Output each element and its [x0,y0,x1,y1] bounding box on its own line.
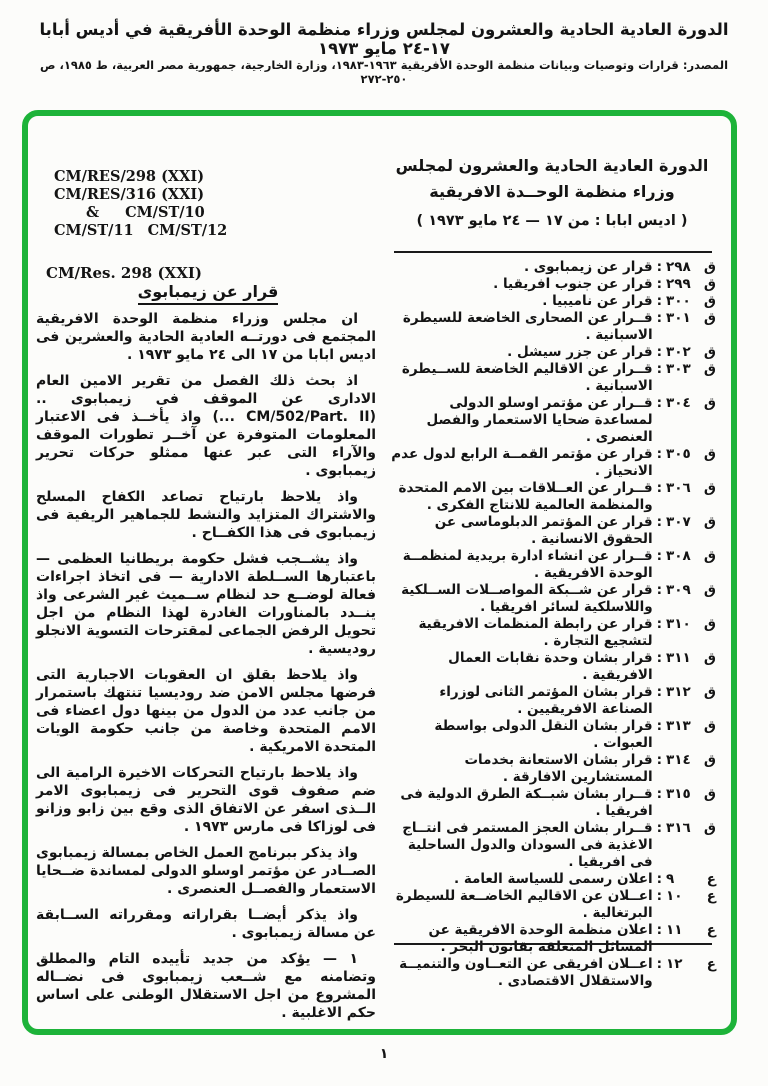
toc-item-letter: ق [703,786,716,802]
toc-item-text: قرار عن مؤتمر القمــة الرابع لدول عدم الانحياز . [391,446,653,479]
toc-item-text: قــرار بشان العجز المستمر فى انتــاج الاغذية فى السودان والدول الساحلية فى افريقيا . [402,820,653,870]
resolution-references [54,168,227,240]
ref-line-2: CM/RES/316 (XXI) [54,186,205,203]
resolution-number: CM/Res. 298 (XXI) [46,264,202,282]
toc-item-letter: ق [703,276,716,292]
toc-item [390,718,716,752]
toc-item-label [666,752,716,769]
toc-item-number: ٣٠٣ [666,361,691,377]
toc-item-number: ٣١٠ [666,616,691,632]
toc-item-label [666,616,716,633]
toc-item-label [666,684,716,701]
resolutions-toc [390,259,716,990]
toc-item-colon: : [656,820,662,836]
toc-item-colon: : [656,956,662,972]
resolution-paragraph: واذ يشــجب فشل حكومة بريطانيا العظمى — باعتبارها الســلطة الادارية — فى اتخاذ اجراءات فعالة لوضــع حد لنظام ســميث غير الشرعى واذ ينــدد بالمناورات الغادرة لهذا النظام من اجل تحويل الرفض الجماعى لمقترحات التسوية الانجلو روديسية . [36,551,376,657]
toc-item [390,650,716,684]
toc-item-label [666,344,716,361]
toc-item-label [666,361,716,378]
toc-item-text: اعلان رسمى للسياسة العامة . [453,871,653,887]
toc-item-letter: ق [703,395,716,411]
toc-item [390,276,716,293]
toc-item [390,259,716,276]
resolution-paragraph: واذ يلاحظ بارتياح التحركات الاخيرة الرامية الى ضم صفوف قوى التحرير فى زيمبابوى الامر الــذى اسفر عن الاتفاق الذى وقع بين زابو وزانو فى لوزاكا فى مارس ١٩٧٣ . [36,765,376,835]
toc-item-colon: : [656,922,662,938]
toc-item-number: ٣١٤ [666,752,691,768]
toc-item [390,395,716,446]
toc-item [390,446,716,480]
toc-item-colon: : [656,871,662,887]
toc-item-label [666,718,716,735]
toc-item-colon: : [656,293,662,309]
toc-item-letter: ع [706,888,716,904]
toc-item-colon: : [656,480,662,496]
toc-item-text: قــرار عن الاقاليم الخاضعة للســيطرة الاسبانية . [401,361,653,394]
resolution-title: قرار عن زيمبابوى [83,282,333,301]
toc-item [390,514,716,548]
resolution-paragraph: اذ بحث ذلك الفصل من تقرير الامين العام الادارى عن الموقف فى زيمبابوى .. (CM/502/Part. II ...) واذ يأخــذ فى الاعتبار المعلومات المتوفرة عن آخــر تطورات الموقف والآراء التى عبر عنها ممثلو حركات تحرير زيمبابوى . [36,373,376,479]
toc-item-letter: ق [703,718,716,734]
toc-item-text: قــرار عن العــلاقات بين الامم المتحدة والمنظمة العالمية للانتاج الفكرى . [398,480,653,513]
toc-item-colon: : [656,752,662,768]
toc-item-label [666,582,716,599]
resolution-paragraph: ان مجلس وزراء منظمة الوحدة الافريقية المجتمع فى دورتــه العادية الحادية والعشرين فى اديس ابابا من ١٧ الى ٢٤ مايو ١٩٧٣ . [36,311,376,363]
toc-item-number: ٣٠٥ [666,446,691,462]
ref-cm-st-12: CM/ST/12 [147,222,228,239]
session-header-line2: وزراء منظمة الوحــدة الافريقية [429,182,675,201]
toc-item-text: قرار بشان الاستعانة بخدمات المستشارين الافارقة . [464,752,653,785]
toc-item [390,820,716,871]
toc-item-number: ٣١٢ [666,684,691,700]
toc-item-label [666,293,716,310]
toc-item-label [666,888,716,905]
toc-item-number: ٣٠٢ [666,344,691,360]
toc-item-colon: : [656,548,662,564]
toc-item-letter: ق [703,293,716,309]
toc-item [390,582,716,616]
document-source-line: المصدر: قرارات وتوصيات وبيانات منظمة الوحدة الأفريقية ١٩٦٣-١٩٨٣، وزارة الخارجية، جمهورية مصر العربية، ط ١٩٨٥، ص ٢٥٠-٢٧٢ [39,58,729,86]
toc-item-number: ٣٠٠ [666,293,691,309]
toc-item-letter: ع [706,871,716,887]
ref-line-1: CM/RES/298 (XXI) [54,168,205,185]
resolution-paragraph: واذ يلاحظ بارتياح تصاعد الكفاح المسلح والاشتراك المتزايد والنشط للجماهير الريفية فى زيمبابوى فى هذا الكفــاح . [36,489,376,541]
toc-item-letter: ق [703,310,716,326]
toc-item [390,956,716,990]
toc-item-label [666,276,716,293]
toc-item [390,752,716,786]
toc-item-letter: ق [703,480,716,496]
toc-item-colon: : [656,310,662,326]
toc-item-label [666,480,716,497]
resolution-paragraph: واذ يلاحظ بقلق ان العقوبات الاجبارية التى فرضها مجلس الامن ضد روديسيا تنتهك باستمرار من جانب عدد من الدول من بينها دول اعضاء فى الامم المتحدة وخاصة من جانب حكومة الويات المتحدة الامريكية . [36,667,376,755]
toc-item-label [666,548,716,565]
document-header-title: الدورة العادية الحادية والعشرون لمجلس وزراء منظمة الوحدة الأفريقية في أديس أبابا ١٧-٢٤ مايو ١٩٧٣ [39,20,729,58]
toc-item-colon: : [656,616,662,632]
toc-item-letter: ق [703,684,716,700]
toc-item-letter: ق [703,548,716,564]
toc-item-number: ٣١٦ [666,820,691,836]
toc-item [390,310,716,344]
toc-item-text: قرار عن جزر سيشل . [507,344,653,360]
toc-item-label [666,446,716,463]
toc-item-text: اعلان منظمة الوحدة الافريقية عن المسائل المتعلقة بقانون البحر . [428,922,653,955]
toc-item-colon: : [656,786,662,802]
session-header [390,156,714,229]
toc-item-text: اعــلان افريقى عن التعــاون والتنميــة والاستقلال الاقتصادى . [399,956,653,989]
toc-item-number: ١٠ [666,888,683,904]
toc-item-text: قرار عن شــبكة المواصــلات الســلكية واللاسلكية لسائر افريقيا . [401,582,653,615]
resolution-paragraph: ١ — يؤكد من جديد تأييده التام والمطلق وتضامنه مع شــعب زيمبابوى فى نضــاله المشروع من اجل الاستقلال الوطنى على اساس حكم الاغلبية . [36,951,376,1021]
toc-item-letter: ق [703,820,716,836]
toc-item [390,786,716,820]
ref-ampersand: & [86,204,100,221]
page-number: ١ [379,1046,389,1062]
toc-item-colon: : [656,888,662,904]
toc-item-colon: : [656,718,662,734]
toc-item [390,684,716,718]
toc-divider-bottom [394,943,712,945]
toc-item [390,361,716,395]
toc-item-letter: ق [703,446,716,462]
resolution-paragraph: واذ يذكر أيضــا بقراراته ومقرراته الســابقة عن مسالة زيمبابوى . [36,907,376,941]
toc-item-letter: ق [703,650,716,666]
toc-item-text: قرار عن جنوب افريقيا . [493,276,653,292]
toc-item-label [666,922,716,939]
toc-item [390,871,716,888]
toc-item-number: ٩ [666,871,675,887]
toc-item-text: قــرار عن مؤتمر اوسلو الدولى لمساعدة ضحايا الاستعمار والفصل العنصرى . [426,395,653,445]
toc-item [390,344,716,361]
toc-item-label [666,820,716,837]
toc-item [390,616,716,650]
toc-item-colon: : [656,446,662,462]
toc-item-letter: ع [706,922,716,938]
toc-item-colon: : [656,514,662,530]
toc-item-number: ٣٠١ [666,310,691,326]
toc-item-number: ٣٠٨ [666,548,691,564]
toc-item-colon: : [656,344,662,360]
toc-item-colon: : [656,650,662,666]
toc-item-colon: : [656,276,662,292]
toc-item [390,293,716,310]
toc-item-number: ٣٠٩ [666,582,691,598]
toc-item-colon: : [656,395,662,411]
ref-line-3 [54,204,227,222]
resolution-paragraph: واذ يذكر ببرنامج العمل الخاص بمسالة زيمبابوى الصــادر عن مؤتمر اوسلو الدولى لمساندة ضــحايا الاستعمار والفصــل العنصرى . [36,845,376,897]
resolution-body [36,310,376,1030]
toc-item-label [666,650,716,667]
toc-item-label [666,310,716,327]
toc-item-colon: : [656,684,662,700]
toc-item-text: قــرار بشان شبــكة الطرق الدولية فى افريقيا . [400,786,653,819]
toc-item-letter: ق [703,752,716,768]
toc-item-text: قرار بشان وحدة نقابات العمال الافريقية . [448,650,653,683]
toc-item-label [666,259,716,276]
toc-item-number: ٣١٣ [666,718,691,734]
toc-item-colon: : [656,361,662,377]
toc-item-number: ٣٠٤ [666,395,691,411]
toc-item-letter: ق [703,259,716,275]
toc-item-letter: ع [706,956,716,972]
toc-divider-top [394,251,712,253]
toc-item-number: ٢٩٩ [666,276,691,292]
toc-item-number: ١١ [666,922,683,938]
ref-line-4 [54,222,227,240]
session-header-line1: الدورة العادية الحادية والعشرون لمجلس [395,156,709,175]
toc-item-text: قرار بشان المؤتمر الثانى لوزراء الصناعة الافريقيين . [439,684,653,717]
toc-item-letter: ق [703,361,716,377]
toc-item-text: قــرار عن انشاء ادارة بريدية لمنظمــة الوحدة الافريقية . [402,548,653,581]
toc-item-label [666,956,716,973]
toc-item [390,548,716,582]
toc-item-number: ٣٠٦ [666,480,691,496]
toc-item-number: ٣١٥ [666,786,691,802]
toc-item-text: اعــلان عن الاقاليم الخاضــعة للسيطرة البرتغالية . [395,888,653,921]
toc-item-letter: ق [703,582,716,598]
toc-item-letter: ق [703,514,716,530]
toc-item-text: قــرار عن الصحارى الخاضعة للسيطرة الاسبانية . [402,310,653,343]
toc-item-number: ٣٠٧ [666,514,691,530]
ref-cm-st-11: CM/ST/11 [54,222,134,239]
toc-item-label [666,514,716,531]
toc-item-letter: ق [703,616,716,632]
toc-item-label [666,395,716,412]
toc-item [390,480,716,514]
toc-item-colon: : [656,582,662,598]
toc-item-colon: : [656,259,662,275]
toc-item-label [666,871,716,888]
green-highlight-frame [22,110,737,1035]
toc-item-text: قرار عن المؤتمر الدبلوماسى عن الحقوق الانسانية . [434,514,653,547]
toc-item-number: ٢٩٨ [666,259,691,275]
toc-item-number: ٣١١ [666,650,691,666]
toc-item [390,888,716,922]
toc-item-text: قرار عن رابطة المنظمات الافريقية لتشجيع التجارة . [418,616,653,649]
toc-item-letter: ق [703,344,716,360]
toc-item-label [666,786,716,803]
toc-item-text: قرار عن ناميبيا . [542,293,653,309]
toc-item-text: قرار بشان النقل الدولى بواسطة العبوات . [434,718,653,751]
toc-item-number: ١٢ [666,956,683,972]
toc-item [390,922,716,956]
session-header-dates: ( اديس ابابا : من ١٧ — ٢٤ مايو ١٩٧٣ ) [416,213,688,229]
toc-item-text: قرار عن زيمبابوى . [523,259,653,275]
ref-cm-st-10: CM/ST/10 [125,204,205,221]
